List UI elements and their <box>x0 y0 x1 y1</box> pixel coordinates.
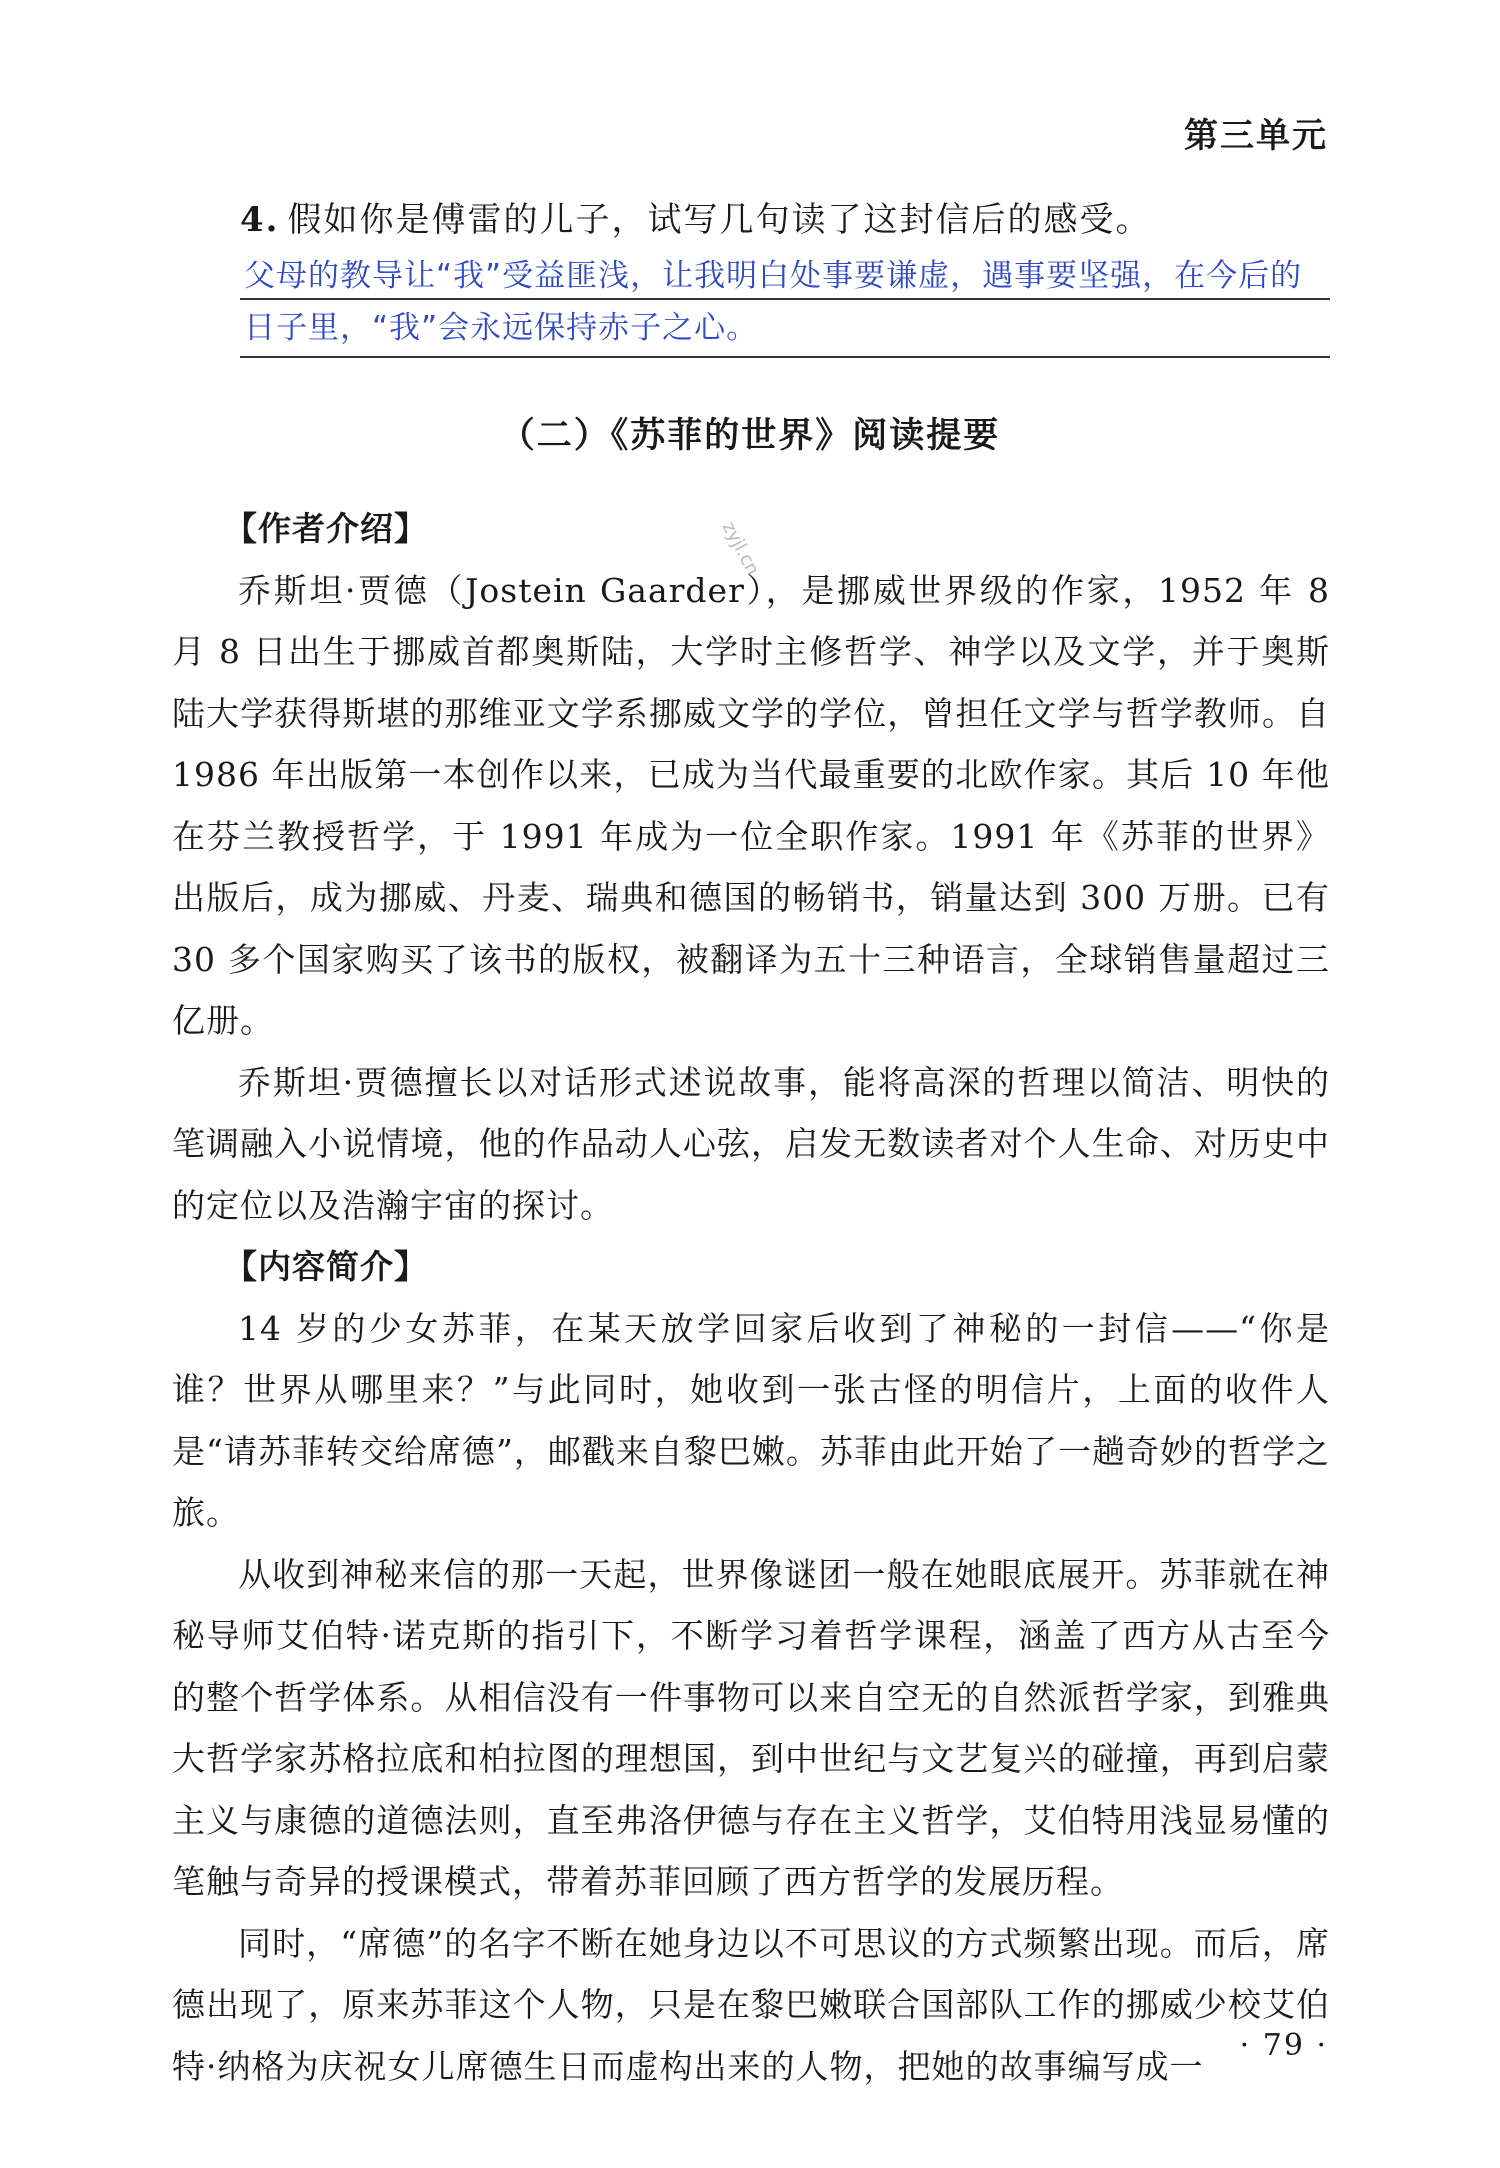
unit-title: 第三单元 <box>1184 116 1328 156</box>
author-paragraph: 乔斯坦·贾德（Jostein Gaarder），是挪威世界级的作家，1952 年 8 月 8 日出生于挪威首都奥斯陆，大学时主修哲学、神学以及文学，并于奥斯陆大学获得斯堪的那维亚文学系挪威文学的学位，曾担任文学与哲学教师。自 1986 年出版第一本创作以来，已成为当代最重要的北欧作家。其后 10 年他在芬兰教授哲学，于 1991 年成为一位全职作家。1991 年《苏菲的世界》出版后，成为挪威、丹麦、瑞典和德国的畅销书，销量达到 300 万册。已有 30 多个国家购买了该书的版权，被翻译为五十三种语言，全球销售量超过三亿册。 <box>172 570 1330 1040</box>
answer-line <box>240 298 1330 300</box>
reading-body <box>172 498 1330 2097</box>
author-heading: 【作者介绍】 <box>224 509 428 548</box>
watermark: zyjl.cn <box>717 518 764 579</box>
page-number: · 79 · <box>1239 2028 1328 2063</box>
content-paragraph: 同时，“席德”的名字不断在她身边以不可思议的方式频繁出现。而后，席德出现了，原来苏菲这个人物，只是在黎巴嫩联合国部队工作的挪威少校艾伯特·纳格为庆祝女儿席德生日而虚构出来的人物，把她的故事编写成一 <box>172 1923 1330 2086</box>
question-number: 4. <box>240 200 280 240</box>
section-title: （二）《苏菲的世界》阅读提要 <box>499 416 1001 456</box>
question <box>240 192 1330 241</box>
answer-line <box>240 356 1330 358</box>
question-text: 假如你是傅雷的儿子，试写几句读了这封信后的感受。 <box>287 200 1152 240</box>
content-heading: 【内容简介】 <box>224 1247 428 1286</box>
content-paragraph: 从收到神秘来信的那一天起，世界像谜团一般在她眼底展开。苏菲就在神秘导师艾伯特·诺克斯的指引下，不断学习着哲学课程，涵盖了西方从古至今的整个哲学体系。从相信没有一件事物可以来自空无的自然派哲学家，到雅典大哲学家苏格拉底和柏拉图的理想国，到中世纪与文艺复兴的碰撞，再到启蒙主义与康德的道德法则，直至弗洛伊德与存在主义哲学，艾伯特用浅显易懂的笔触与奇异的授课模式，带着苏菲回顾了西方哲学的发展历程。 <box>172 1554 1330 1901</box>
content-paragraph: 14 岁的少女苏菲，在某天放学回家后收到了神秘的一封信——“你是谁？世界从哪里来？”与此同时，她收到一张古怪的明信片，上面的收件人是“请苏菲转交给席德”，邮戳来自黎巴嫩。苏菲由此开始了一趟奇妙的哲学之旅。 <box>172 1308 1330 1532</box>
answer-text: 父母的教导让“我”受益匪浅，让我明白处事要谦虚，遇事要坚强，在今后的日子里，“我”会永远保持赤子之心。 <box>244 258 1303 346</box>
author-paragraph: 乔斯坦·贾德擅长以对话形式述说故事，能将高深的哲理以简洁、明快的笔调融入小说情境，他的作品动人心弦，启发无数读者对个人生命、对历史中的定位以及浩瀚宇宙的探讨。 <box>172 1062 1330 1225</box>
